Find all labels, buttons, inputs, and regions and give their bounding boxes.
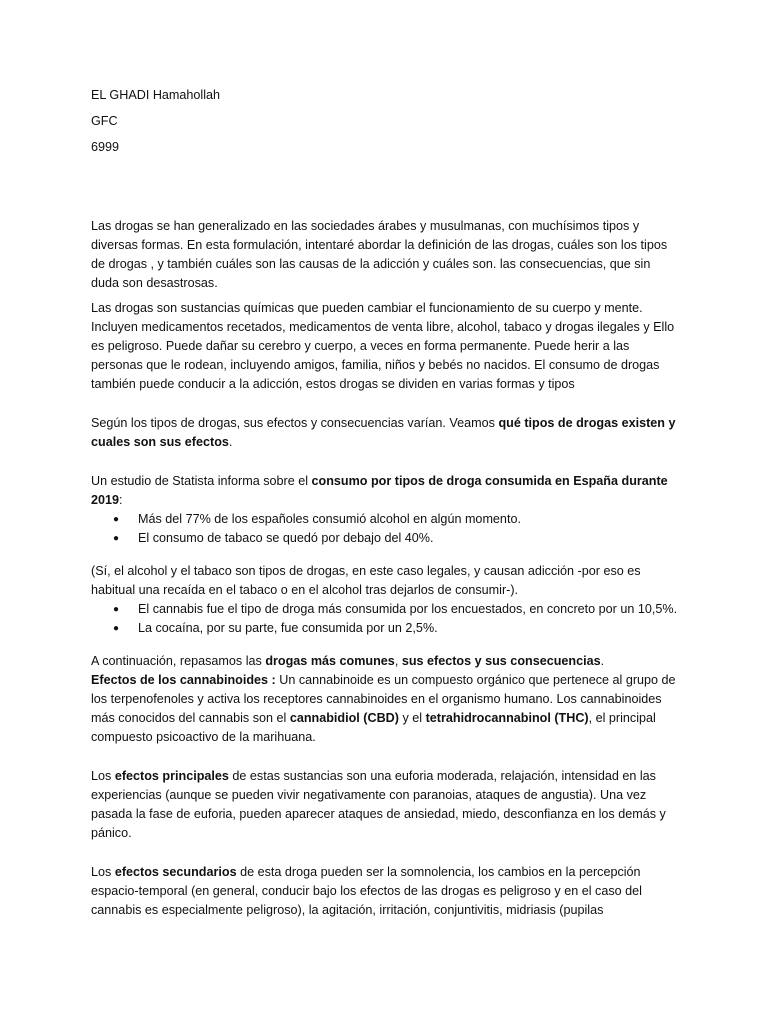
types-intro-text: Según los tipos de drogas, sus efectos y consecuencias varían. Veamos [91,416,499,430]
document-header [91,86,220,164]
study-text: Un estudio de Statista informa sobre el [91,474,312,488]
effects-text-start: Los [91,769,115,783]
continuation-emphasis-1: drogas más comunes [265,654,395,668]
list-item [91,529,681,548]
bullet-icon: ● [113,533,120,544]
consumption-list-b [91,600,681,638]
cannabinoids-paragraph [91,671,681,747]
cannabinoids-heading: Efectos de los cannabinoides : [91,673,276,687]
cbd-term: cannabidiol (CBD) [289,711,399,725]
list-item-text: El consumo de tabaco se quedó por debajo del 40%. [138,531,434,545]
list-item [91,510,681,529]
bullet-icon: ● [113,514,120,525]
intro-paragraph: Las drogas se han generalizado en las sociedades árabes y musulmanas, con muchísimos tipos y diversas formas. En esta formulación, intentaré abordar la definición de las drogas, cuáles son los tipos de drogas , y también cuáles son las causas de la adicción y cuáles son. las consecuencias, que sin duda son desastrosas. [91,219,668,290]
cannabinoids-text-3: , el principal compuesto psicoactivo de la marihuana. [91,711,656,744]
study-end: : [119,493,123,507]
document-body [91,217,681,920]
cannabinoids-text-2: y el [398,711,426,725]
group-label: GFC [91,114,118,128]
continuation-paragraph [91,652,681,671]
secondary-emphasis: efectos secundarios [114,865,237,879]
study-emphasis: consumo por tipos de droga consumida en España durante 2019 [91,474,668,507]
consumption-list-a [91,510,681,548]
continuation-emphasis-2: sus efectos y sus consecuencias [401,654,601,668]
effects-emphasis: efectos principales [114,769,229,783]
author-name: EL GHADI Hamahollah [91,88,221,102]
continuation-end: . [600,654,605,668]
student-number: 6999 [91,140,120,154]
secondary-effects-paragraph [91,863,681,920]
list-item-text: Más del 77% de los españoles consumió alcohol en algún momento. [138,512,521,526]
continuation-text: A continuación, repasamos las [91,654,266,668]
types-intro-paragraph [91,414,681,452]
study-paragraph [91,472,681,510]
bullet-icon: ● [113,623,120,634]
list-item-text: La cocaína, por su parte, fue consumida por un 2,5%. [138,621,438,635]
types-intro-emphasis: qué tipos de drogas existen y cuales son sus efectos [91,416,676,449]
list-item [91,600,681,619]
effects-text: de estas sustancias son una euforia moderada, relajación, intensidad en las experiencias (aunque se pueden vivir negativamente con paranoias, ataques de angustia). Una vez pasada la fase de euforia, pueden aparecer ataques de ansiedad, miedo, desconfianza en los demás y pánico. [91,769,666,840]
bullet-icon: ● [113,604,120,615]
types-intro-end: . [228,435,233,449]
thc-term: tetrahidrocannabinol (THC) [425,711,589,725]
cannabinoids-text-1: Un cannabinoide es un compuesto orgánico que pertenece al grupo de los terpenofenoles y activa los receptores cannabinoides en el organismo humano. Los cannabinoides más conocidos del cannabis son el [91,673,676,725]
secondary-text: de esta droga pueden ser la somnolencia, los cambios en la percepción espacio-temporal (en general, conducir bajo los efectos de las drogas es peligroso y en el caso del cannabis es especialmente peligroso), la agitación, irritación, conjuntivitis, midriasis (pupilas [91,865,642,917]
definition-paragraph: Las drogas son sustancias químicas que pueden cambiar el funcionamiento de su cuerpo y mente. Incluyen medicamentos recetados, medicamentos de venta libre, alcohol, tabaco y drogas ilegales y Ello es peligroso. Puede dañar su cerebro y cuerpo, a veces en forma permanente. Puede herir a las personas que le rodean, incluyendo amigos, familia, niños y bebés no nacidos. El consumo de drogas también puede conducir a la adicción, estos drogas se dividen en varias formas y tipos [91,301,675,391]
effects-paragraph [91,767,681,843]
continuation-mid: , [394,654,402,668]
secondary-text-start: Los [91,865,115,879]
aside-paragraph: (Sí, el alcohol y el tabaco son tipos de drogas, en este caso legales, y causan adicción -por eso es habitual una recaída en el tabaco o en el alcohol tras dejarlos de consumir-). [91,564,641,597]
list-item-text: El cannabis fue el tipo de droga más consumida por los encuestados, en concreto por un 10,5%. [138,602,678,616]
list-item [91,619,681,638]
